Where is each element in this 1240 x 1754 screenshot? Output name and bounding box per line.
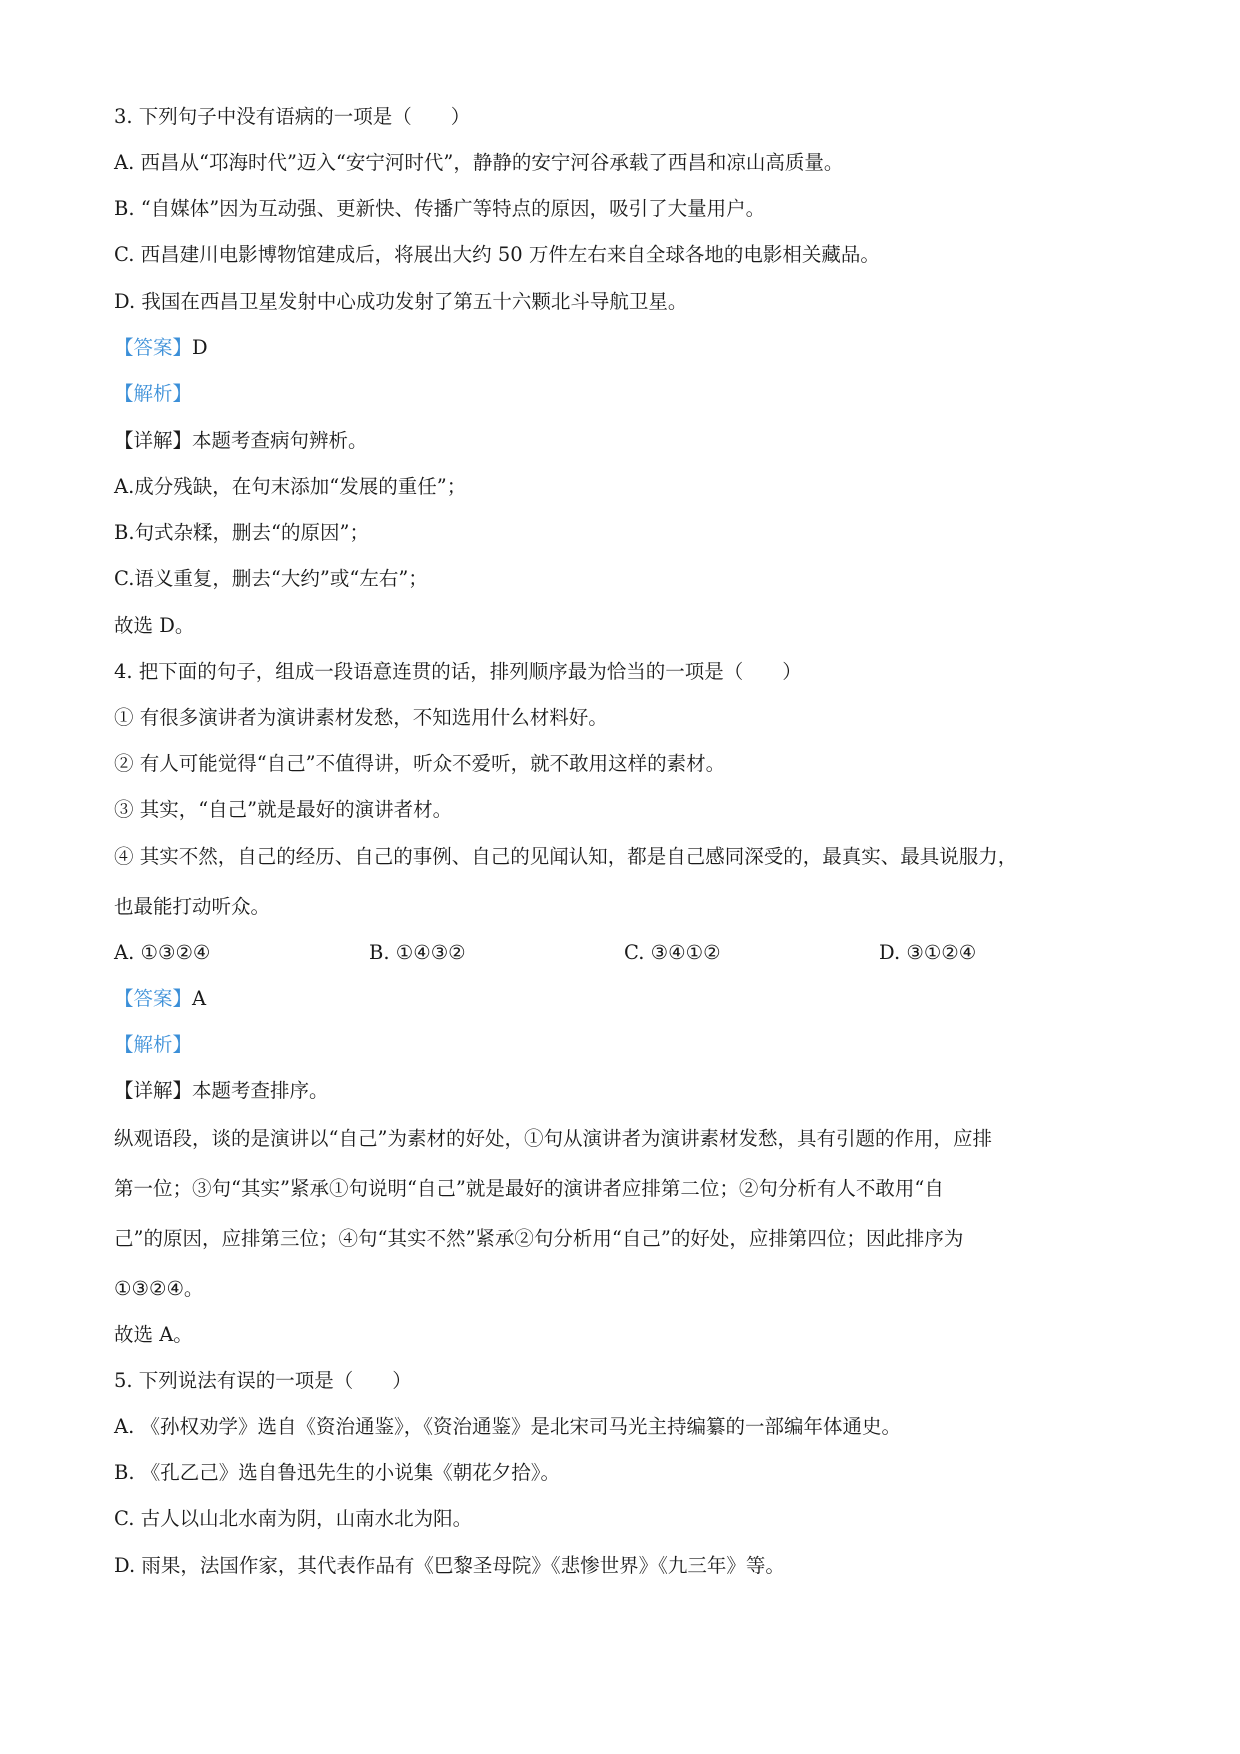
q4-option-a: A. ①③②④: [114, 941, 211, 964]
q3-answer-label: 【答案】: [114, 336, 193, 359]
q4-answer-label: 【答案】: [114, 987, 193, 1010]
q3-analysis-a: A.成分残缺，在句末添加“发展的重任”；: [114, 475, 467, 498]
q4-para-line-2: 第一位；③句“其实”紧承①句说明“自己”就是最好的演讲者应排第二位；②句分析有人不敢用“自: [114, 1177, 944, 1200]
q5-option-a: A. 《孙权劝学》选自《资治通鉴》，《资治通鉴》是北宋司马光主持编纂的一部编年体通史。: [114, 1415, 901, 1438]
q3-conclusion: 故选 D。: [114, 614, 195, 637]
q4-answer-value: A: [192, 987, 207, 1010]
q4-option-d: D. ③①②④: [879, 941, 977, 964]
q5-option-d: D. 雨果，法国作家，其代表作品有《巴黎圣母院》《悲惨世界》《九三年》等。: [114, 1554, 785, 1577]
q4-conclusion: 故选 A。: [114, 1323, 193, 1346]
q3-stem: 3. 下列句子中没有语病的一项是（ ）: [114, 105, 471, 128]
q3-option-d: D. 我国在西昌卫星发射中心成功发射了第五十六颗北斗导航卫星。: [114, 290, 688, 313]
q3-answer-value: D: [192, 336, 208, 359]
q4-analysis-label: 【解析】: [114, 1033, 193, 1056]
q3-option-b: B. “自媒体”因为互动强、更新快、传播广等特点的原因，吸引了大量用户。: [114, 197, 766, 220]
q5-option-c: C. 古人以山北水南为阴，山南水北为阳。: [114, 1507, 473, 1530]
q4-option-c: C. ③④①②: [624, 941, 721, 964]
q3-answer: [114, 334, 208, 362]
q4-para-line-3: 己”的原因，应排第三位；④句“其实不然”紧承②句分析用“自己”的好处，应排第四位；因此排序为: [114, 1227, 964, 1250]
q5-stem: 5. 下列说法有误的一项是（ ）: [114, 1369, 412, 1392]
q4-sentence-1: ① 有很多演讲者为演讲素材发愁，不知选用什么材料好。: [114, 706, 608, 729]
q4-answer: [114, 985, 206, 1013]
q4-option-b: B. ①④③②: [369, 941, 466, 964]
q3-detail: 【详解】本题考查病句辨析。: [114, 429, 368, 452]
q3-analysis-c: C.语义重复，删去“大约”或“左右”；: [114, 567, 428, 590]
q3-option-c: C. 西昌建川电影博物馆建成后，将展出大约 50 万件左右来自全球各地的电影相关藏品。: [114, 243, 880, 266]
q4-sentence-2: ② 有人可能觉得“自己”不值得讲，听众不爱听，就不敢用这样的素材。: [114, 752, 726, 775]
q4-options: [114, 939, 1134, 967]
q4-para-line-1: 纵观语段，谈的是演讲以“自己”为素材的好处，①句从演讲者为演讲素材发愁，具有引题的作用，应排: [114, 1127, 992, 1150]
q5-option-b: B. 《孔乙己》选自鲁迅先生的小说集《朝花夕拾》。: [114, 1461, 560, 1484]
q3-analysis-b: B.句式杂糅，删去“的原因”；: [114, 521, 369, 544]
q4-detail: 【详解】本题考查排序。: [114, 1079, 329, 1102]
q3-option-a: A. 西昌从“邛海时代”迈入“安宁河时代”，静静的安宁河谷承载了西昌和凉山高质量。: [114, 151, 844, 174]
q3-analysis-label: 【解析】: [114, 382, 193, 405]
q4-sentence-4: ④ 其实不然，自己的经历、自己的事例、自己的见闻认知，都是自己感同深受的，最真实、最具说服力，: [114, 845, 1018, 868]
q4-para-line-4: ①③②④。: [114, 1277, 204, 1300]
q4-stem: 4. 把下面的句子，组成一段语意连贯的话，排列顺序最为恰当的一项是（ ）: [114, 660, 802, 683]
q4-sentence-3: ③ 其实，“自己”就是最好的演讲者材。: [114, 798, 453, 821]
q4-sentence-4-cont: 也最能打动听众。: [114, 895, 271, 918]
